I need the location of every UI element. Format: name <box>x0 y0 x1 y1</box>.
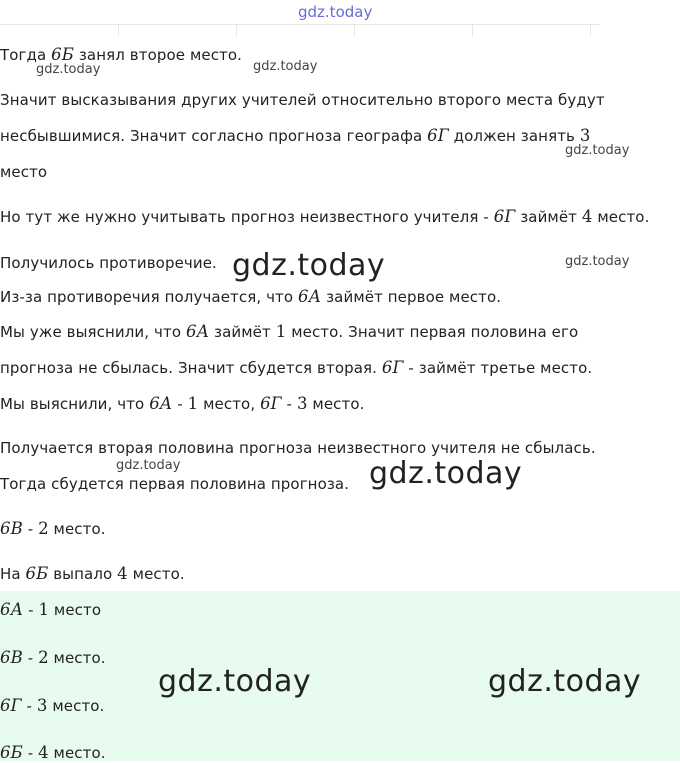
text-line: Мы выяснили, что 6А - 1 место, 6Г - 3 место. <box>0 394 365 413</box>
watermark: gdz.today <box>253 59 318 74</box>
text-line: несбывшимися. Значит согласно прогноза географа 6Г должен занять 3 <box>0 126 591 145</box>
table-divider <box>354 24 355 36</box>
answer-line: 6В - 2 место. <box>0 648 106 667</box>
watermark: gdz.today <box>36 62 101 77</box>
watermark: gdz.today <box>298 3 373 21</box>
text-line: Получилось противоречие. <box>0 254 217 272</box>
watermark: gdz.today <box>565 143 630 158</box>
text-line: прогноза не сбылась. Значит сбудется вторая. 6Г - займёт третье место. <box>0 358 593 377</box>
watermark: gdz.today <box>158 664 312 699</box>
text-line: Но тут же нужно учитывать прогноз неизвестного учителя - 6Г займёт 4 место. <box>0 207 650 226</box>
watermark: gdz.today <box>116 458 181 473</box>
answer-line: 6Г - 3 место. <box>0 696 105 715</box>
text-line: Из-за противоречия получается, что 6А займёт первое место. <box>0 287 502 306</box>
text-line: На 6Б выпало 4 место. <box>0 564 185 583</box>
text-line: Тогда 6Б занял второе место. <box>0 45 243 64</box>
text-line: Мы уже выяснили, что 6А займёт 1 место. Значит первая половина его <box>0 322 579 341</box>
table-divider <box>472 24 473 36</box>
watermark: gdz.today <box>565 254 630 269</box>
table-divider <box>590 24 591 36</box>
watermark: gdz.today <box>488 664 642 699</box>
text-line: Значит высказывания других учителей относительно второго места будут <box>0 91 605 109</box>
answer-line: 6А - 1 место <box>0 600 102 619</box>
answer-line: 6Б - 4 место. <box>0 743 106 762</box>
text-line: место <box>0 163 48 181</box>
watermark: gdz.today <box>232 248 386 283</box>
text-line: 6В - 2 место. <box>0 519 106 538</box>
table-border <box>0 24 600 37</box>
text-line: Тогда сбудется первая половина прогноза. <box>0 475 350 493</box>
table-divider <box>118 24 119 36</box>
text-line: Получается вторая половина прогноза неизвестного учителя не сбылась. <box>0 439 596 457</box>
table-divider <box>236 24 237 36</box>
watermark: gdz.today <box>369 456 523 491</box>
